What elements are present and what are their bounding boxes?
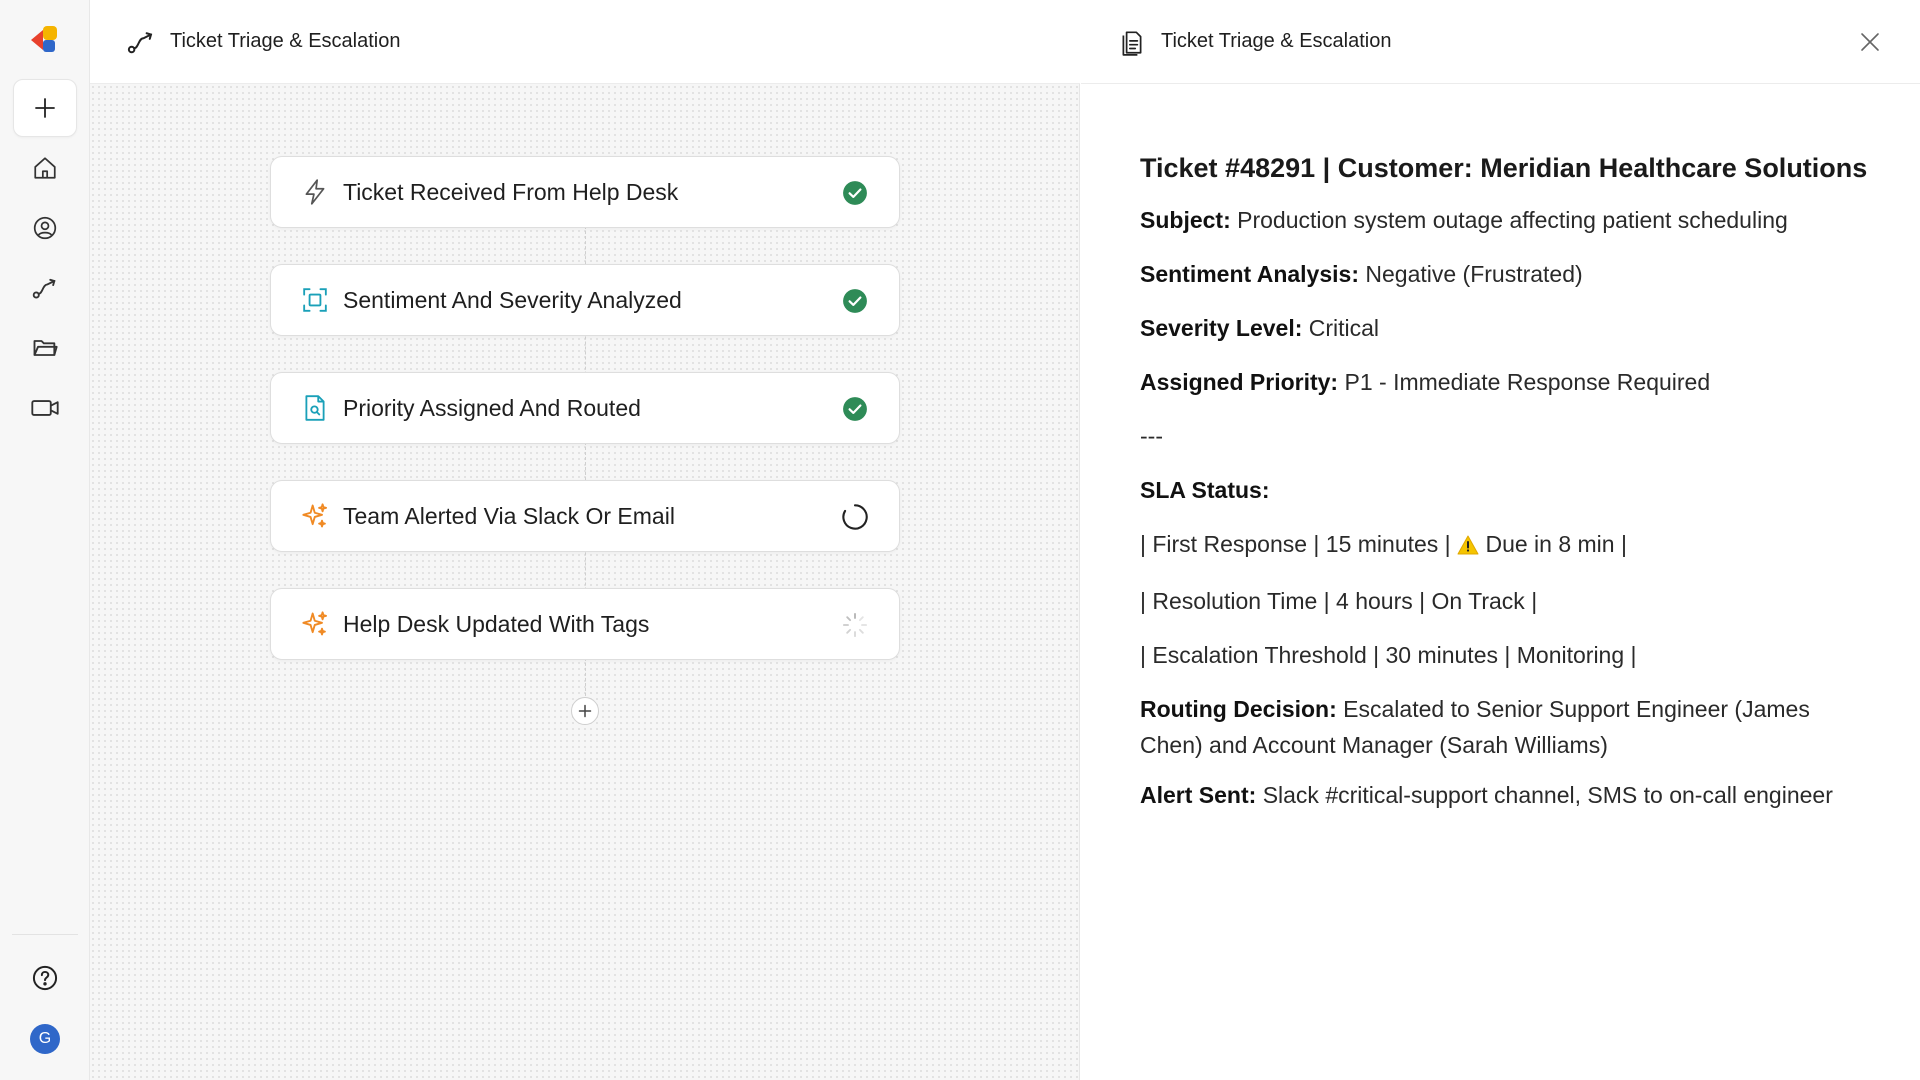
avatar-initial: G (38, 1030, 52, 1047)
left-rail (0, 0, 90, 1080)
step-label: Help Desk Updated With Tags (343, 610, 650, 637)
workflow-canvas (90, 0, 1080, 1080)
document-icon (1117, 27, 1147, 57)
alert-line (1140, 777, 1870, 813)
app-logo-icon[interactable] (29, 24, 61, 56)
workflow-icon (126, 27, 156, 57)
routing-label: Routing Decision: (1140, 696, 1337, 722)
subject-value: Production system outage affecting patient scheduling (1237, 207, 1788, 233)
routing-value: Escalated to Senior Support Engineer (James Chen) and Account Manager (Sarah Williams) (1140, 696, 1810, 758)
user-avatar[interactable] (30, 1024, 60, 1054)
warning-icon (1457, 529, 1479, 565)
workflow-step[interactable] (270, 480, 900, 552)
severity-value: Critical (1308, 315, 1380, 341)
alert-label: Alert Sent: (1140, 782, 1257, 808)
priority-label: Assigned Priority: (1140, 369, 1339, 395)
workflow-step[interactable] (270, 156, 900, 228)
step-label: Priority Assigned And Routed (343, 394, 641, 421)
sla-row-escalation: | Escalation Threshold | 30 minutes | Monitoring | (1140, 642, 1637, 668)
lightning-icon (301, 178, 329, 206)
workflow-step[interactable] (270, 372, 900, 444)
canvas-header (90, 0, 1080, 84)
check-circle-icon (841, 179, 869, 207)
sentiment-value: Negative (Frustrated) (1365, 261, 1583, 287)
sla-first-response-text: | First Response | 15 minutes | (1140, 531, 1451, 557)
help-icon (31, 964, 59, 992)
separator: --- (1140, 423, 1163, 449)
rail-divider (12, 934, 78, 935)
subject-label: Subject: (1140, 207, 1231, 233)
scan-icon (301, 286, 329, 314)
sentiment-line (1140, 256, 1870, 292)
routing-line (1140, 691, 1870, 763)
home-icon (32, 155, 58, 181)
close-icon (1859, 31, 1881, 53)
user-circle-icon (32, 215, 58, 241)
step-label: Sentiment And Severity Analyzed (343, 286, 682, 313)
nav-files[interactable] (25, 328, 65, 368)
details-panel (1081, 0, 1920, 1080)
video-camera-icon (30, 394, 60, 422)
priority-line (1140, 364, 1870, 400)
new-button[interactable] (13, 79, 77, 137)
workflow-title: Ticket Triage & Escalation (170, 30, 401, 52)
nav-home[interactable] (25, 148, 65, 188)
workflow-icon (31, 274, 59, 302)
sla-row-resolution: | Resolution Time | 4 hours | On Track | (1140, 588, 1538, 614)
nav-profile[interactable] (25, 208, 65, 248)
step-label: Ticket Received From Help Desk (343, 178, 679, 205)
step-label: Team Alerted Via Slack Or Email (343, 502, 675, 529)
workflow-step[interactable] (270, 264, 900, 336)
add-step-button[interactable] (571, 697, 599, 725)
check-circle-icon (841, 287, 869, 315)
sla-heading (1140, 472, 1870, 508)
plus-icon (577, 703, 593, 719)
close-button[interactable] (1856, 28, 1884, 56)
nav-video[interactable] (25, 388, 65, 428)
panel-header (1081, 0, 1920, 84)
nav-help[interactable] (25, 958, 65, 998)
alert-value: Slack #critical-support channel, SMS to on-call engineer (1262, 782, 1833, 808)
sparkle-icon (301, 610, 329, 638)
ticket-title: Ticket #48291 | Customer: Meridian Healthcare Solutions (1140, 153, 1868, 183)
priority-value: P1 - Immediate Response Required (1344, 369, 1711, 395)
plus-icon (33, 96, 57, 120)
sla-label: SLA Status: (1140, 477, 1270, 503)
document-search-icon (301, 394, 329, 422)
folder-icon (31, 334, 59, 362)
subject-line (1140, 202, 1870, 238)
check-circle-icon (841, 395, 869, 423)
sla-first-response-due: Due in 8 min | (1485, 531, 1627, 557)
severity-line (1140, 310, 1870, 346)
sentiment-label: Sentiment Analysis: (1140, 261, 1359, 287)
spinner-icon (841, 611, 869, 639)
nav-workflows[interactable] (25, 268, 65, 308)
workflow-step[interactable] (270, 588, 900, 660)
sparkle-icon (301, 502, 329, 530)
loading-ring-icon (841, 503, 869, 531)
severity-label: Severity Level: (1140, 315, 1303, 341)
panel-title: Ticket Triage & Escalation (1161, 30, 1392, 52)
ticket-details (1140, 148, 1870, 831)
sla-row-first-response (1140, 526, 1870, 565)
